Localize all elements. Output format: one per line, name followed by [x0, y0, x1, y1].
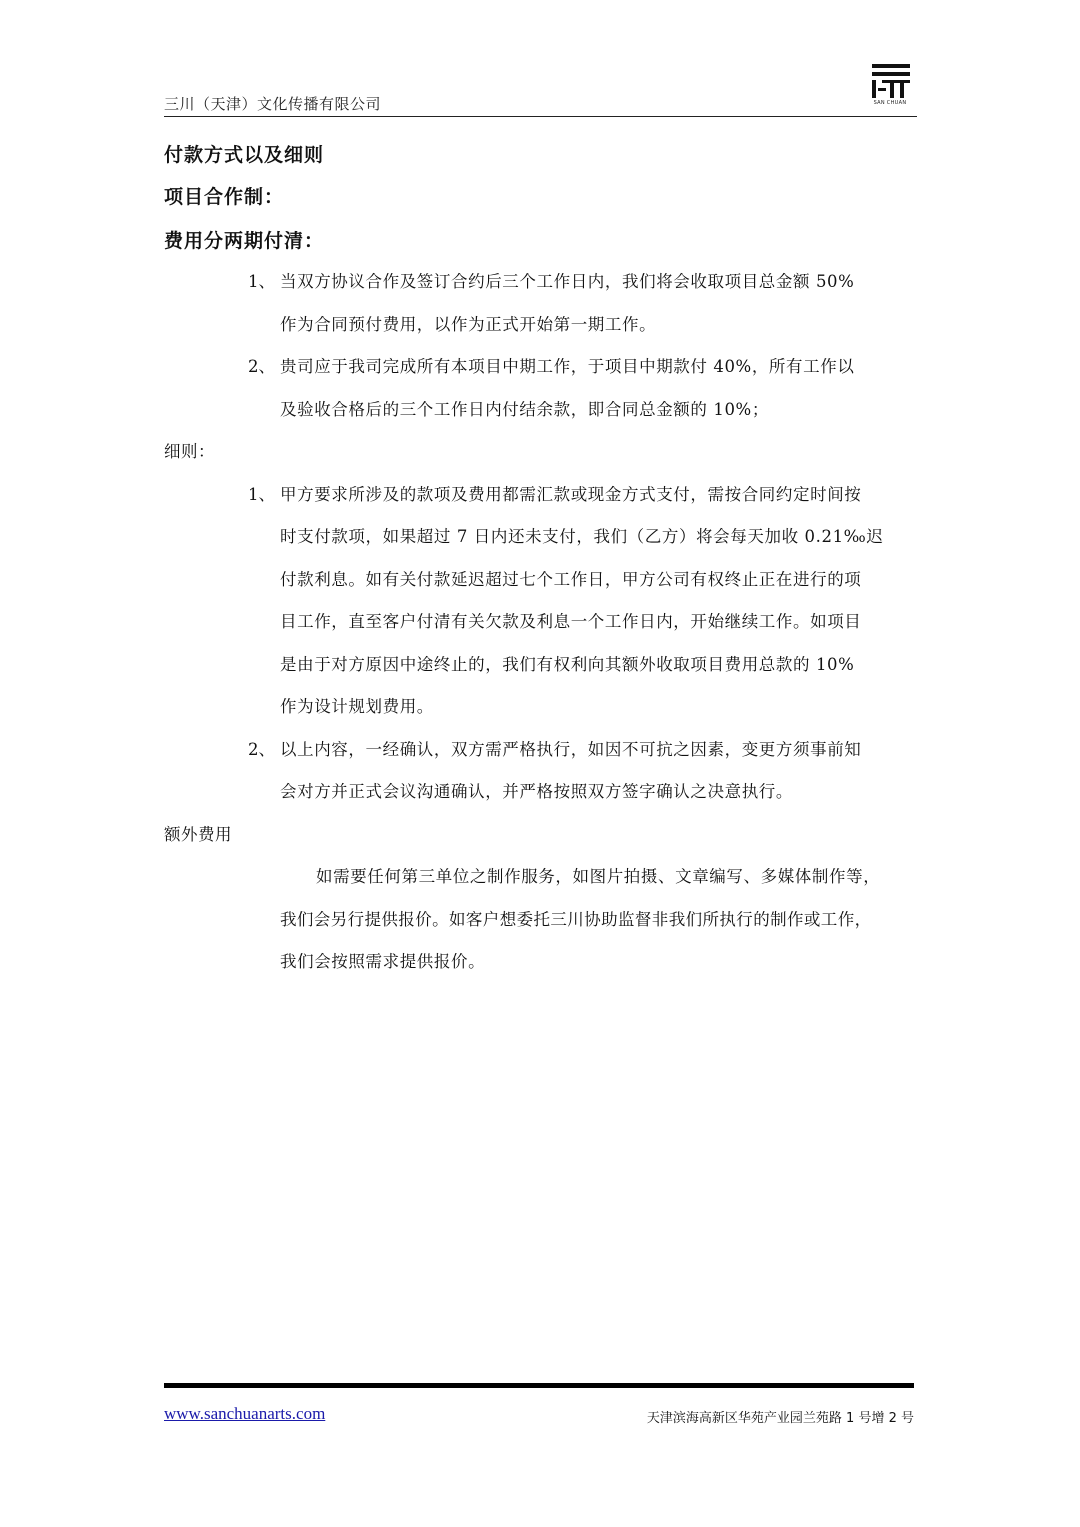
payment-item-2-line-1: 贵司应于我司完成所有本项目中期工作，于项目中期款付 40%，所有工作以: [280, 357, 855, 376]
extra-line-1: 如需要任何第三单位之制作服务，如图片拍摄、文章编写、多媒体制作等，: [316, 867, 881, 886]
extra-line-3: 我们会按照需求提供报价。: [280, 952, 486, 971]
details-item-2-line-2: 会对方并正式会议沟通确认，并严格按照双方签字确认之决意执行。: [280, 782, 793, 801]
details-item-1-line-6: 作为设计规划费用。: [280, 697, 434, 716]
payment-item-2-number: 2、: [248, 357, 275, 376]
page-title: 付款方式以及细则: [164, 144, 325, 166]
payment-item-1-line-2: 作为合同预付费用，以作为正式开始第一期工作。: [280, 315, 657, 334]
details-item-1-line-2: 时支付款项，如果超过 7 日内还未支付，我们（乙方）将会每天加收 0.21‰迟: [280, 527, 884, 546]
logo-caption: SAN CHUAN: [873, 100, 907, 106]
details-item-1-line-3: 付款利息。如有关付款延迟超过七个工作日，甲方公司有权终止正在进行的项: [280, 570, 862, 589]
payment-item-1-line-1: 当双方协议合作及签订合约后三个工作日内，我们将会收取项目总金额 50%: [280, 272, 855, 291]
details-item-1-line-5: 是由于对方原因中途终止的，我们有权利向其额外收取项目费用总款的 10%: [280, 655, 855, 674]
website-link[interactable]: www.sanchuanarts.com: [164, 1404, 326, 1423]
details-item-1-line-4: 目工作，直至客户付清有关欠款及利息一个工作日内，开始继续工作。如项目: [280, 612, 862, 631]
header-divider: [164, 116, 917, 117]
payment-item-1-number: 1、: [248, 272, 275, 291]
details-item-1-line-1: 甲方要求所涉及的款项及费用都需汇款或现金方式支付，需按合同约定时间按: [280, 485, 862, 504]
cooperation-heading: 项目合作制：: [164, 186, 285, 208]
extra-heading: 额外费用: [164, 825, 232, 844]
details-item-2-line-1: 以上内容，一经确认，双方需严格执行，如因不可抗之因素，变更方须事前知: [280, 740, 862, 759]
extra-line-2: 我们会另行提供报价。如客户想委托三川协助监督非我们所执行的制作或工作，: [280, 910, 872, 929]
details-item-2-number: 2、: [248, 740, 275, 759]
company-address: 天津滨海高新区华苑产业园兰苑路 1 号增 2 号: [646, 1411, 914, 1426]
payment-item-2-line-2: 及验收合格后的三个工作日内付结余款，即合同总金额的 10%；: [280, 400, 769, 419]
details-heading: 细则：: [164, 442, 215, 461]
details-item-1-number: 1、: [248, 485, 275, 504]
payment-heading: 费用分两期付清：: [164, 230, 325, 252]
footer-divider: [164, 1383, 914, 1388]
company-name: 三川（天津）文化传播有限公司: [164, 95, 382, 113]
